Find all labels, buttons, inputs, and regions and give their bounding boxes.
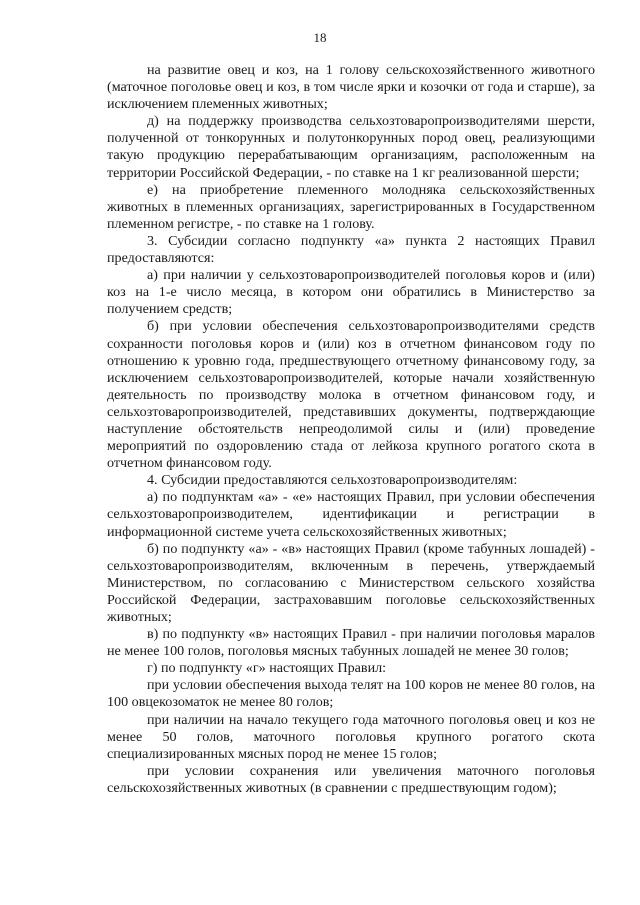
document-body xyxy=(107,62,595,797)
paragraph-sheep-goat-development: на развитие овец и коз, на 1 голову сельскохозяйственного животного (маточное поголовье овец и коз, в том числе ярки и козочки от года и старше), за исключением племенных животных; xyxy=(107,62,595,113)
paragraph-section-4: 4. Субсидии предоставляются сельхозтоваропроизводителям: xyxy=(147,472,518,489)
paragraph-section-4-item-b: б) по подпункту «а» - «в» настоящих Правил (кроме табунных лошадей) - сельхозтоваропроизводителям, включенным в перечень, утверждаемый Министерством, по согласованию с Министерством сельского хозяйства Российской Федерации, застраховавшим поголовье сельскохозяйственных животных; xyxy=(107,540,595,625)
paragraph-section-4-item-g: г) по подпункту «г» настоящих Правил: xyxy=(147,660,387,677)
paragraph-section-3-item-a: а) при наличии у сельхозтоваропроизводителей поголовья коров и (или) коз на 1-е число месяца, в котором они обратились в Министерство за получением средств; xyxy=(107,267,595,318)
paragraph-stock-preservation-condition: при условии сохранения или увеличения маточного поголовья сельскохозяйственных животных (в сравнении с предшествующим годом); xyxy=(107,762,595,796)
paragraph-item-d-wool: д) на поддержку производства сельхозтоваропроизводителями шерсти, полученной от тонкорунных и полутонкорунных пород овец, реализующими такую продукцию перерабатывающим организациям, расположенным на территории Российской Федерации, - по ставке на 1 кг реализованной шерсти; xyxy=(107,113,595,181)
paragraph-breeding-stock-condition: при наличии на начало текущего года маточного поголовья овец и коз не менее 50 голов, маточного поголовья крупного рогатого скота специализированных мясных пород не менее 15 голов; xyxy=(107,711,595,762)
page-number: 18 xyxy=(313,30,327,45)
paragraph-section-4-item-v: в) по подпункту «в» настоящих Правил - при наличии поголовья маралов не менее 100 голов, поголовья мясных табунных лошадей не менее 30 голов; xyxy=(107,626,595,660)
paragraph-section-3: 3. Субсидии согласно подпункту «а» пункта 2 настоящих Правил предоставляются: xyxy=(107,232,595,267)
paragraph-section-3-item-b: б) при условии обеспечения сельхозтоваропроизводителями средств сохранности поголовья коров и (или) коз в отчетном финансовом году по отношению к уровню года, предшествующего отчетному финансовому году, за исключением сельхозтоваропроизводителей, которые начали хозяйственную деятельность по производству молока в отчетном финансовом году, и сельхозтоваропроизводителей, представивших документы, подтверждающие наступление обстоятельств непреодолимой силы и (или) проведение мероприятий по оздоровлению стада от лейкоза крупного рогатого скота в отчетном финансовом году. xyxy=(107,318,595,472)
paragraph-calf-yield-condition: при условии обеспечения выхода телят на 100 коров не менее 80 голов, на 100 овцекозоматок не менее 80 голов; xyxy=(107,677,595,711)
paragraph-section-4-item-a: а) по подпунктам «а» - «е» настоящих Правил, при условии обеспечения сельхозтоваропроизводителем, идентификации и регистрации в информационной системе учета сельскохозяйственных животных; xyxy=(107,489,595,540)
paragraph-item-e-breeding-young: е) на приобретение племенного молодняка сельскохозяйственных животных в племенных организациях, зарегистрированных в Государственном племенном регистре, - по ставке на 1 голову. xyxy=(107,181,595,232)
